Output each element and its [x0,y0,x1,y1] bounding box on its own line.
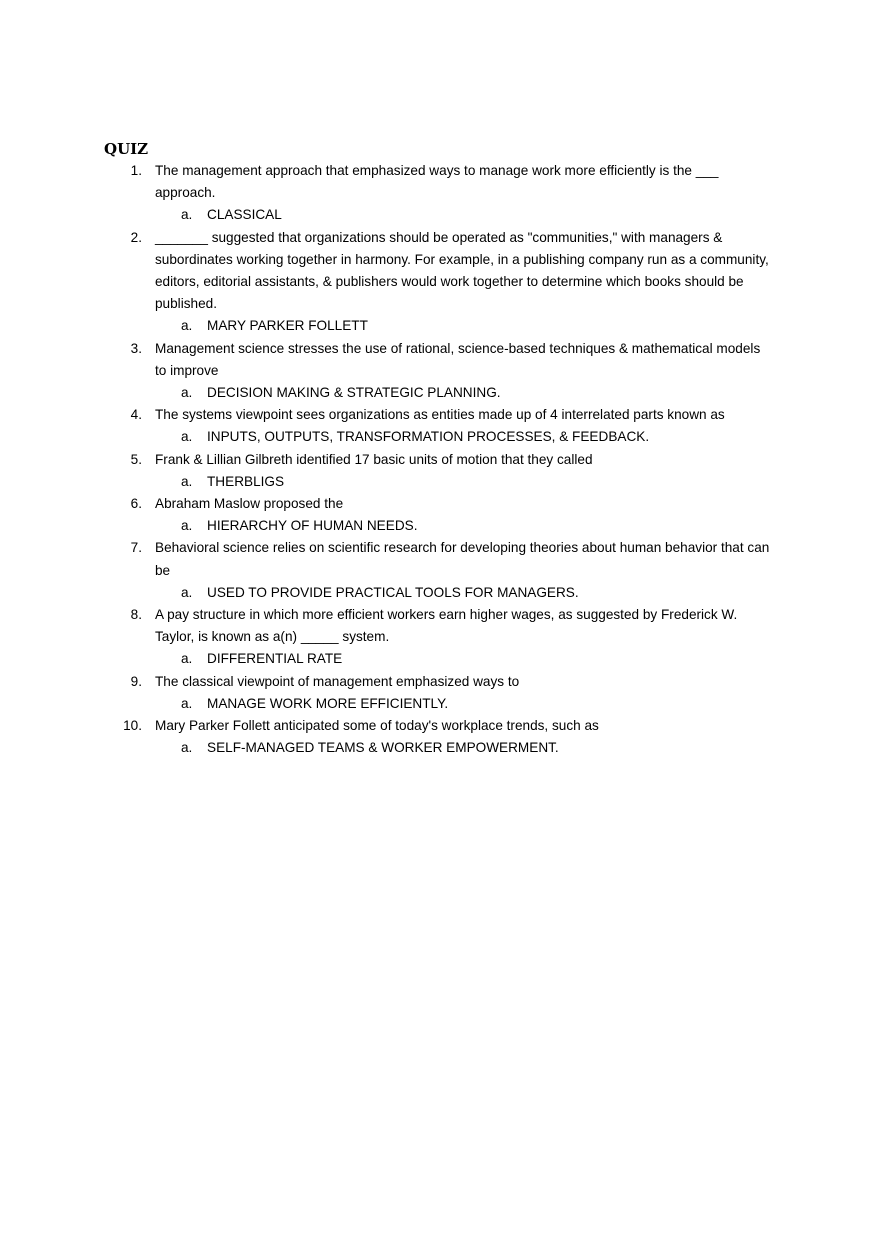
question-5 [0,449,880,471]
answer-2 [0,315,880,337]
question-text: _______ suggested that organizations should be operated as "communities," with managers & subordinates working together in harmony. For example, in a publishing company run as a community, editors, editorial assistants, & publishers would work together to determine which books should be published. [155,229,769,312]
page-title: QUIZ [104,140,149,158]
answer-text: MARY PARKER FOLLETT [207,318,368,334]
question-4 [0,404,880,426]
question-number: 5. [130,451,142,467]
question-text: Management science stresses the use of rational, science-based techniques & mathematical models to improve [155,340,761,378]
quiz-list [0,160,880,759]
answer-4 [0,426,880,448]
question-text: The management approach that emphasized ways to manage work more efficiently is the ___ approach. [155,163,719,201]
answer-1 [0,204,880,226]
question-number: 10. [123,717,142,733]
answer-label: a. [181,385,193,400]
question-number: 7. [130,540,142,556]
answer-8 [0,648,880,670]
question-text: Behavioral science relies on scientific research for developing theories about human behavior that can be [155,540,770,578]
answer-label: a. [181,207,193,223]
answer-text: DECISION MAKING & STRATEGIC PLANNING. [207,385,501,400]
question-2 [0,227,880,316]
answer-label: a. [181,473,193,489]
question-number: 4. [130,407,142,423]
answer-text: DIFFERENTIAL RATE [207,651,343,667]
answer-text: INPUTS, OUTPUTS, TRANSFORMATION PROCESSES, & FEEDBACK. [207,429,650,445]
answer-label: a. [181,318,193,334]
answer-3 [0,382,880,404]
question-text: Mary Parker Follett anticipated some of today's workplace trends, such as [155,717,599,733]
question-text: Abraham Maslow proposed the [155,495,344,511]
question-text: The classical viewpoint of management emphasized ways to [155,673,520,689]
answer-6 [0,515,880,537]
answer-7 [0,582,880,604]
question-1 [0,160,880,204]
answer-text: THERBLIGS [207,473,285,489]
answer-text: SELF-MANAGED TEAMS & WORKER EMPOWERMENT. [207,740,559,756]
answer-label: a. [181,651,193,667]
question-number: 1. [130,163,142,178]
answer-10 [0,737,880,759]
answer-label: a. [181,740,193,756]
answer-label: a. [181,695,193,711]
question-text: A pay structure in which more efficient workers earn higher wages, as suggested by Frederick W. Taylor, is known as a(n) _____ system. [155,606,738,645]
question-text: Frank & Lillian Gilbreth identified 17 basic units of motion that they called [155,451,593,467]
answer-label: a. [181,518,193,534]
answer-9 [0,693,880,715]
question-number: 6. [130,495,142,511]
answer-text: CLASSICAL [207,207,282,223]
answer-label: a. [181,429,193,445]
question-10 [0,715,880,737]
question-6 [0,493,880,515]
answer-5 [0,471,880,493]
answer-text: HIERARCHY OF HUMAN NEEDS. [207,518,418,534]
question-text: The systems viewpoint sees organizations as entities made up of 4 interrelated parts known as [155,407,725,423]
question-7 [0,537,880,581]
question-number: 8. [130,606,142,622]
answer-label: a. [181,584,193,600]
question-3 [0,338,880,382]
answer-text: USED TO PROVIDE PRACTICAL TOOLS FOR MANAGERS. [207,584,579,600]
answer-text: MANAGE WORK MORE EFFICIENTLY. [207,695,449,711]
question-number: 3. [130,340,142,356]
question-number: 2. [130,229,142,245]
question-number: 9. [130,673,142,689]
question-9 [0,671,880,693]
question-8 [0,604,880,648]
